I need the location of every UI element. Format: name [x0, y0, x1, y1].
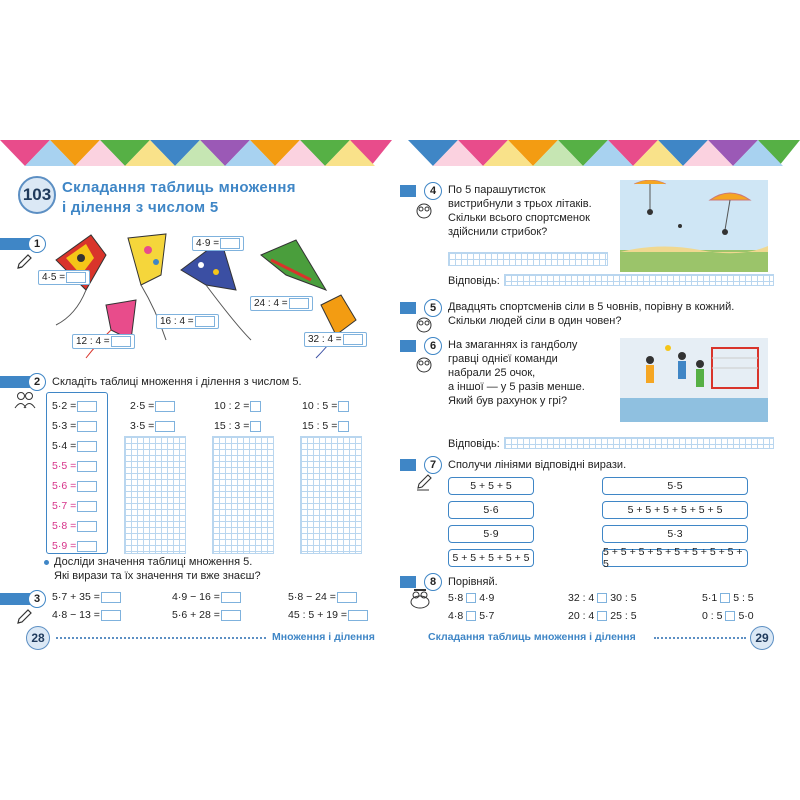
answer-box[interactable]	[221, 592, 241, 603]
task2-number-text: 2	[33, 376, 41, 388]
match-expr: 5 + 5 + 5	[470, 480, 512, 492]
mult-row[interactable]	[52, 416, 97, 436]
div-row[interactable]	[214, 416, 261, 436]
answer-box[interactable]	[101, 610, 121, 621]
task6-line: а іншої — у 5 разів менше.	[448, 381, 585, 393]
task4-line: здійснили стрибок?	[448, 226, 548, 238]
task6-text	[448, 338, 585, 408]
compare-item[interactable]	[568, 592, 637, 604]
kite-label-3[interactable]	[156, 314, 219, 329]
answer-box[interactable]	[250, 401, 261, 412]
expr: 4·9 − 16 =	[172, 591, 220, 603]
div-row[interactable]	[302, 416, 349, 436]
expr: 5·5 =	[52, 460, 77, 472]
left-page	[0, 140, 392, 660]
expr: 3·5 =	[130, 420, 155, 432]
task4-line: вистрибнули з трьох літаків.	[448, 198, 592, 210]
footer-dots	[56, 637, 266, 639]
mult-row[interactable]	[130, 416, 175, 436]
expr: 5·6 + 28 =	[172, 609, 220, 621]
answer-box[interactable]	[66, 272, 86, 283]
footer-title-left: Множення і ділення	[272, 631, 375, 643]
match-expr: 5 + 5 + 5 + 5 + 5	[452, 552, 530, 564]
expr: 45 : 5 + 19 =	[288, 609, 347, 621]
grid-col3[interactable]	[212, 436, 274, 554]
kite-label-2[interactable]	[192, 236, 244, 251]
compare-box[interactable]	[725, 611, 735, 621]
task4-grid[interactable]	[448, 252, 608, 266]
lesson-number-badge	[18, 176, 56, 214]
compare-box[interactable]	[597, 593, 607, 603]
expr: 4·8 − 13 =	[52, 609, 100, 621]
page-number-right	[750, 626, 774, 650]
match-right-1[interactable]	[602, 477, 748, 495]
task5-bar	[400, 302, 416, 314]
answer-box[interactable]	[155, 421, 175, 432]
owl-icon	[414, 314, 434, 334]
compare-item[interactable]	[448, 610, 494, 622]
pencil-icon	[14, 252, 34, 272]
compare-box[interactable]	[466, 611, 476, 621]
task4-text	[448, 183, 592, 239]
match-right-2[interactable]	[602, 501, 748, 519]
mult-row[interactable]	[52, 496, 97, 516]
kite-expr-2: 4·9 =	[196, 238, 220, 249]
answer-box[interactable]	[343, 334, 363, 345]
expr: 15 : 3 =	[214, 420, 250, 432]
answer-box[interactable]	[289, 298, 309, 309]
compare-left: 20 : 4	[568, 610, 595, 622]
compare-item[interactable]	[702, 610, 754, 622]
mult-table-col1	[52, 396, 97, 556]
page-number-left	[26, 626, 50, 650]
bullet-dot	[44, 560, 49, 565]
compare-right: 30 : 5	[610, 592, 637, 604]
compare-item[interactable]	[568, 610, 637, 622]
task4-line: По 5 парашутисток	[448, 184, 546, 196]
match-expr: 5 + 5 + 5 + 5 + 5 + 5 + 5 + 5 + 5	[603, 546, 743, 570]
match-left-3[interactable]	[448, 525, 534, 543]
match-expr: 5 + 5 + 5 + 5 + 5 + 5	[627, 504, 723, 516]
task1-bar	[0, 238, 30, 250]
task2-text: Складіть таблиці множення і ділення з числом 5.	[52, 376, 302, 388]
answer-box[interactable]	[77, 461, 97, 472]
answer-box[interactable]	[195, 316, 215, 327]
task6-line: гравці однієї команди	[448, 353, 558, 365]
mult-row[interactable]	[130, 396, 175, 416]
answer-box[interactable]	[338, 421, 349, 432]
kite-label-5[interactable]	[72, 334, 135, 349]
div-table-col3	[214, 396, 261, 436]
match-left-2[interactable]	[448, 501, 534, 519]
task8-text: Порівняй.	[448, 576, 498, 588]
answer-box[interactable]	[77, 421, 97, 432]
expr: 10 : 2 =	[214, 400, 250, 412]
task1-number-text: 1	[33, 238, 41, 250]
div-table-col4	[302, 396, 349, 436]
mult-row[interactable]	[52, 396, 97, 416]
answer-box[interactable]	[338, 401, 349, 412]
answer-box[interactable]	[77, 481, 97, 492]
task3-number	[28, 590, 46, 608]
task5-line: Скільки людей сіли в один човен?	[448, 315, 622, 327]
mult-table-col2	[130, 396, 175, 436]
task6-line: На змаганнях із гандболу	[448, 339, 578, 351]
div-row[interactable]	[302, 396, 349, 416]
color-band	[0, 140, 392, 166]
task5-number-text: 5	[429, 302, 437, 314]
answer-box[interactable]	[101, 592, 121, 603]
answer-box[interactable]	[77, 441, 97, 452]
frog-icon	[408, 588, 432, 610]
answer-box[interactable]	[111, 336, 131, 347]
expr: 5·2 =	[52, 400, 77, 412]
page-number-text: 29	[755, 631, 769, 645]
mult-row[interactable]	[52, 476, 97, 496]
compare-left: 4·8	[448, 610, 464, 622]
book-spread	[0, 140, 800, 660]
kite-expr-6: 32 : 4 =	[308, 334, 342, 345]
expr: 10 : 5 =	[302, 400, 338, 412]
page-number-text: 28	[31, 631, 45, 645]
task4-answer-line[interactable]	[504, 274, 774, 286]
kids-icon	[14, 390, 36, 410]
task8-bar	[400, 576, 416, 588]
task6-bar	[400, 340, 416, 352]
expr: 2·5 =	[130, 400, 155, 412]
answer-box[interactable]	[337, 592, 357, 603]
right-page	[408, 140, 800, 660]
answer-box[interactable]	[348, 610, 368, 621]
mult-row[interactable]	[52, 516, 97, 536]
task3-number-text: 3	[33, 593, 41, 605]
lesson-title-line2: і ділення з числом 5	[62, 199, 219, 216]
footer-dots	[654, 637, 746, 639]
match-right-4[interactable]	[602, 546, 748, 570]
compare-left: 0 : 5	[702, 610, 723, 622]
task3-expr[interactable]	[172, 591, 241, 603]
compare-item[interactable]	[448, 592, 494, 604]
handball-image	[620, 338, 768, 422]
kite-label-6[interactable]	[304, 332, 367, 347]
color-band	[408, 140, 800, 166]
compare-right: 4·9	[479, 592, 495, 604]
task3-expr[interactable]	[288, 591, 357, 603]
task7-number-text: 7	[429, 459, 437, 471]
lesson-title-line1: Складання таблиць множення	[62, 179, 296, 196]
parachutists-image	[620, 180, 768, 272]
task2-bar	[0, 376, 30, 388]
task6-answer-line[interactable]	[504, 437, 774, 449]
div-row[interactable]	[214, 396, 261, 416]
compare-box[interactable]	[720, 593, 730, 603]
match-expr: 5·6	[483, 504, 499, 516]
compare-item[interactable]	[702, 592, 754, 604]
task2-bullet	[54, 555, 261, 583]
kite-expr-1: 4·5 =	[42, 272, 66, 283]
compare-box[interactable]	[466, 593, 476, 603]
lesson-number: 103	[22, 185, 52, 204]
kite-expr-5: 12 : 4 =	[76, 336, 110, 347]
mult-row[interactable]	[52, 536, 97, 556]
bullet-line1: Досліди значення таблиці множення 5.	[54, 556, 253, 568]
task7-bar	[400, 459, 416, 471]
answer-box[interactable]	[155, 401, 175, 412]
grid-col4[interactable]	[300, 436, 362, 554]
kite-label-1[interactable]	[38, 270, 90, 285]
task3-bar	[0, 593, 30, 605]
task4-line: Скільки всього спортсменок	[448, 212, 590, 224]
compare-right: 5·0	[738, 610, 754, 622]
task2-number	[28, 373, 46, 391]
task6-line: набрали 25 очок,	[448, 367, 536, 379]
answer-box[interactable]	[77, 501, 97, 512]
expr: 5·9 =	[52, 540, 77, 552]
grid-col2[interactable]	[124, 436, 186, 554]
owl-icon	[414, 200, 434, 220]
answer-box[interactable]	[77, 521, 97, 532]
checklist-icon	[414, 472, 434, 492]
answer-box[interactable]	[250, 421, 261, 432]
expr: 5·6 =	[52, 480, 77, 492]
compare-left: 5·8	[448, 592, 464, 604]
compare-box[interactable]	[597, 611, 607, 621]
compare-right: 25 : 5	[610, 610, 637, 622]
task3-expr[interactable]	[172, 609, 241, 621]
kite-expr-3: 16 : 4 =	[160, 316, 194, 327]
lesson-title	[62, 178, 296, 218]
task6-number	[424, 337, 442, 355]
kite-label-4[interactable]	[250, 296, 313, 311]
mult-row[interactable]	[52, 456, 97, 476]
task6-line: Який був рахунок у грі?	[448, 395, 568, 407]
task5-text	[448, 300, 734, 328]
match-right-3[interactable]	[602, 525, 748, 543]
match-expr: 5·9	[483, 528, 499, 540]
match-left-1[interactable]	[448, 477, 534, 495]
compare-right: 5·7	[479, 610, 495, 622]
task3-expr[interactable]	[52, 609, 121, 621]
task6-number-text: 6	[429, 340, 437, 352]
compare-left: 5·1	[702, 592, 718, 604]
expr: 15 : 5 =	[302, 420, 338, 432]
task8-number-text: 8	[429, 576, 437, 588]
match-left-4[interactable]	[448, 549, 534, 567]
expr: 5·8 − 24 =	[288, 591, 336, 603]
owl-icon	[414, 354, 434, 374]
answer-box[interactable]	[221, 610, 241, 621]
expr: 5·7 =	[52, 500, 77, 512]
task4-number	[424, 182, 442, 200]
task4-answer-label: Відповідь:	[448, 275, 500, 287]
bullet-line2: Які вирази та їх значення ти вже знаєш?	[54, 570, 261, 582]
task6-answer-label: Відповідь:	[448, 438, 500, 450]
compare-right: 5 : 5	[733, 592, 754, 604]
match-expr: 5·3	[667, 528, 683, 540]
task3-expr[interactable]	[288, 609, 368, 621]
answer-box[interactable]	[77, 541, 97, 552]
kite-expr-4: 24 : 4 =	[254, 298, 288, 309]
expr: 5·3 =	[52, 420, 77, 432]
task5-line: Двадцять спортсменів сіли в 5 човнів, порівну в кожний.	[448, 301, 735, 313]
compare-left: 32 : 4	[568, 592, 595, 604]
task4-bar	[400, 185, 416, 197]
mult-row[interactable]	[52, 436, 97, 456]
task7-text: Сполучи лініями відповідні вирази.	[448, 459, 627, 471]
pencil-icon	[14, 608, 34, 626]
task4-number-text: 4	[429, 185, 437, 197]
match-expr: 5·5	[667, 480, 683, 492]
answer-box[interactable]	[77, 401, 97, 412]
expr: 5·8 =	[52, 520, 77, 532]
expr: 5·4 =	[52, 440, 77, 452]
task3-expr[interactable]	[52, 591, 121, 603]
expr: 5·7 + 35 =	[52, 591, 100, 603]
answer-box[interactable]	[220, 238, 240, 249]
footer-title-right: Складання таблиць множення і ділення	[428, 631, 636, 643]
